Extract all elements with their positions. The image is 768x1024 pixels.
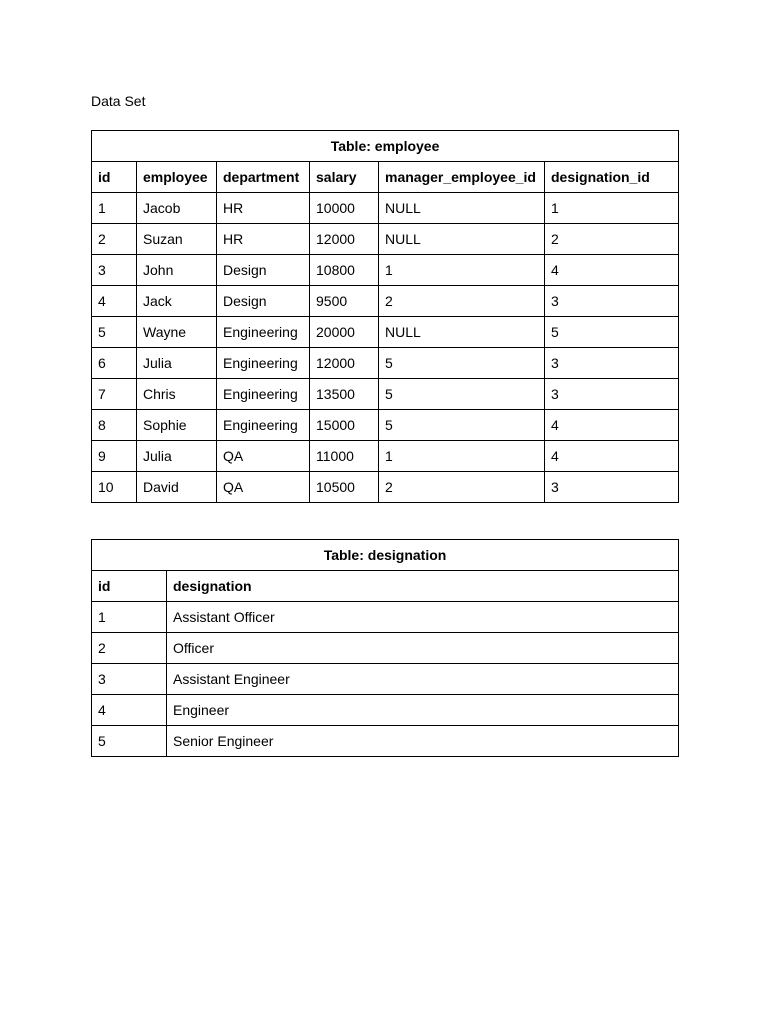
table-cell: 10 [92,472,137,503]
table-cell: 8 [92,410,137,441]
table-cell: 11000 [310,441,379,472]
table-cell: Sophie [137,410,217,441]
table-row [92,410,679,441]
table-cell: 15000 [310,410,379,441]
table-cell: 7 [92,379,137,410]
column-header: salary [310,162,379,193]
table-cell: QA [217,472,310,503]
table-cell: 5 [379,348,545,379]
table-cell: 2 [92,633,167,664]
table-caption-row [92,131,679,162]
table-cell: 13500 [310,379,379,410]
table-cell: HR [217,193,310,224]
table-row [92,379,679,410]
table-cell: 4 [545,410,679,441]
table-cell: David [137,472,217,503]
table-cell: NULL [379,224,545,255]
document-title: Data Set [91,93,146,109]
table-cell: Engineering [217,410,310,441]
table-row [92,348,679,379]
table-cell: 2 [545,224,679,255]
table-cell: 1 [92,602,167,633]
table-cell: Engineering [217,317,310,348]
table-cell: 20000 [310,317,379,348]
table-cell: 6 [92,348,137,379]
table-cell: 3 [545,348,679,379]
table-cell: 10500 [310,472,379,503]
table-cell: John [137,255,217,286]
table-row [92,255,679,286]
table-header-row [92,571,679,602]
table-cell: 9 [92,441,137,472]
table-header-row [92,162,679,193]
table-cell: Engineering [217,348,310,379]
table-cell: 5 [545,317,679,348]
table-caption: Table: designation [92,540,679,571]
table-cell: Engineering [217,379,310,410]
table-cell: QA [217,441,310,472]
table-cell: 5 [379,410,545,441]
table-cell: 4 [545,255,679,286]
table-caption-row [92,540,679,571]
table-row [92,286,679,317]
table-cell: 3 [545,286,679,317]
table-row [92,633,679,664]
table-cell: 4 [545,441,679,472]
column-header: department [217,162,310,193]
table-cell: NULL [379,317,545,348]
table-cell: NULL [379,193,545,224]
table-cell: Design [217,286,310,317]
table-cell: 3 [545,472,679,503]
table-cell: 1 [545,193,679,224]
table-cell: 5 [92,726,167,757]
table-cell: Suzan [137,224,217,255]
table-row [92,664,679,695]
column-header: designation_id [545,162,679,193]
table-cell: 2 [92,224,137,255]
table-cell: Wayne [137,317,217,348]
column-header: id [92,162,137,193]
table-cell: 10000 [310,193,379,224]
table-row [92,695,679,726]
table-cell: Julia [137,441,217,472]
table-cell: Officer [167,633,679,664]
table-row [92,193,679,224]
employee-table [91,130,679,503]
table-row [92,602,679,633]
table-cell: 5 [92,317,137,348]
table-cell: Design [217,255,310,286]
designation-table [91,539,679,757]
table-cell: Engineer [167,695,679,726]
table-cell: 5 [379,379,545,410]
table-cell: 1 [379,255,545,286]
table-cell: HR [217,224,310,255]
column-header: designation [167,571,679,602]
table-cell: 2 [379,472,545,503]
table-cell: Jack [137,286,217,317]
table-cell: 1 [92,193,137,224]
table-row [92,224,679,255]
table-cell: 3 [92,664,167,695]
table-row [92,472,679,503]
table-cell: Senior Engineer [167,726,679,757]
table-cell: 4 [92,695,167,726]
table-cell: Jacob [137,193,217,224]
table-cell: 3 [92,255,137,286]
table-cell: 10800 [310,255,379,286]
table-cell: 2 [379,286,545,317]
column-header: employee [137,162,217,193]
table-row [92,441,679,472]
table-cell: 9500 [310,286,379,317]
table-cell: 12000 [310,224,379,255]
column-header: manager_employee_id [379,162,545,193]
table-row [92,726,679,757]
table-cell: Assistant Officer [167,602,679,633]
table-cell: 12000 [310,348,379,379]
table-cell: 1 [379,441,545,472]
table-caption: Table: employee [92,131,679,162]
table-cell: 3 [545,379,679,410]
table-cell: 4 [92,286,137,317]
column-header: id [92,571,167,602]
table-cell: Assistant Engineer [167,664,679,695]
table-row [92,317,679,348]
table-cell: Julia [137,348,217,379]
table-cell: Chris [137,379,217,410]
